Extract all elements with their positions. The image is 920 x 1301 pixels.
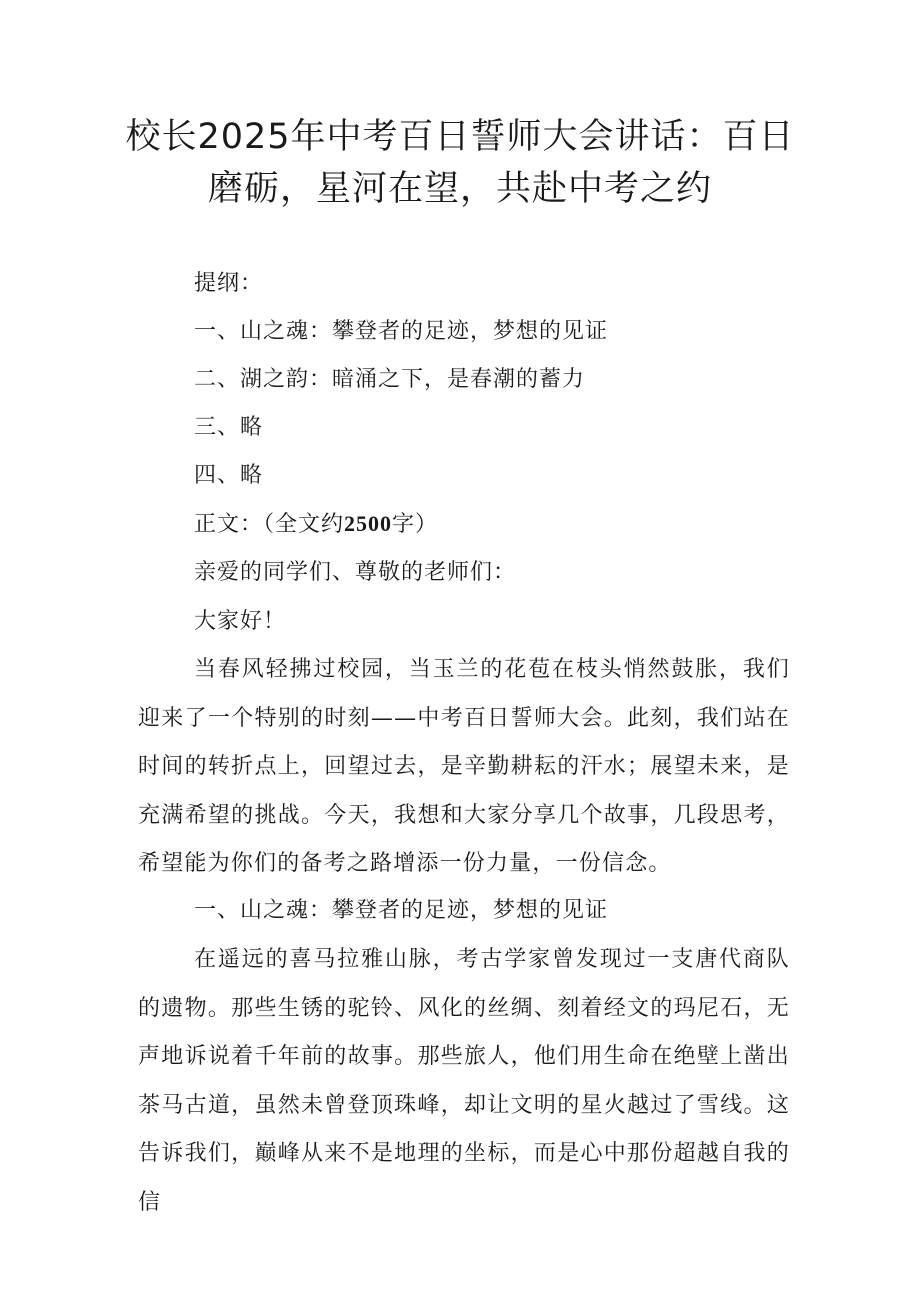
outline-item-2: 二、湖之韵：暗涌之下，是春潮的蓄力 [194,367,586,392]
document-title-line-2: 磨砺，星河在望，共赴中考之约 [207,169,712,209]
outline-item-4: 四、略 [194,463,264,488]
body-length-note [194,512,438,537]
outline-heading: 提纲： [194,271,264,296]
body-length-prefix: 正文：（全文约 [194,512,345,537]
section-1-heading: 一、山之魂：攀登者的足迹，梦想的见证 [194,898,609,923]
hello-line: 大家好！ [194,609,287,634]
greeting: 亲爱的同学们、尊敬的老师们： [194,560,517,585]
document-title-line-1: 校长2025年中考百日誓师大会讲话：百日 [125,117,795,157]
outline-item-3: 三、略 [194,415,264,440]
paragraph-section-1: 在遥远的喜马拉雅山脉，考古学家曾发现过一支唐代商队的遗物。那些生锈的驼铃、风化的丝绸、刻着经文的玛尼石，无声地诉说着千年前的故事。那些旅人，他们用生命在绝壁上凿出茶马古道，虽然未曾登顶珠峰，却让文明的星火越过了雪线。这告诉我们，巅峰从来不是地理的坐标，而是心中那份超越自我的信 [138,947,790,1215]
paragraph-intro: 当春风轻拂过校园，当玉兰的花苞在枝头悄然鼓胀，我们迎来了一个特别的时刻——中考百日誓师大会。此刻，我们站在时间的转折点上，回望过去，是辛勤耕耘的汗水；展望未来，是充满希望的挑战。今天，我想和大家分享几个故事，几段思考，希望能为你们的备考之路增添一份力量，一份信念。 [138,657,790,876]
outline-item-1: 一、山之魂：攀登者的足迹，梦想的见证 [194,319,609,344]
body-length-count: 2500 [344,511,393,536]
body-length-suffix: 字） [392,512,439,537]
